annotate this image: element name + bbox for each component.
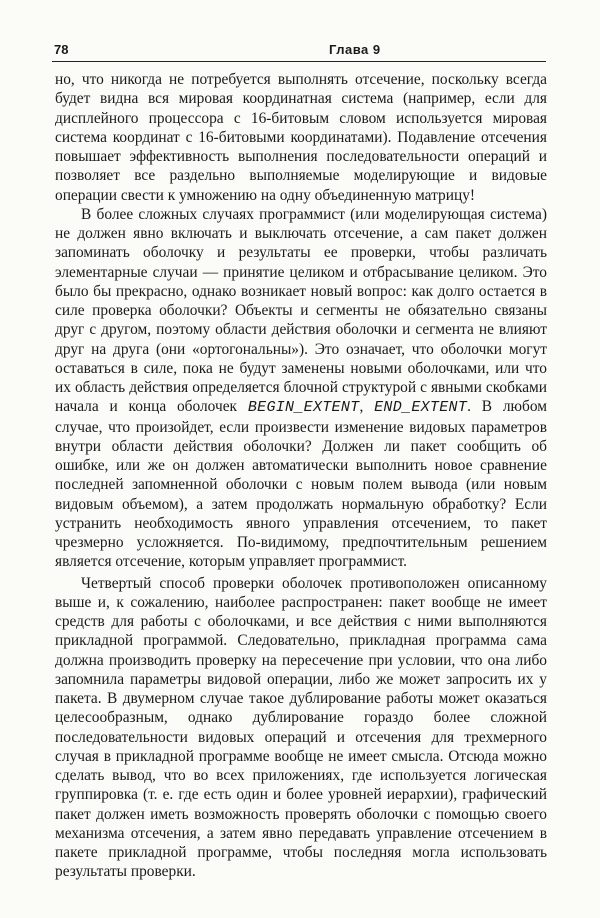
paragraph-2-text-before: В более сложных случаях программист (или моделирующая система) не должен явно включать и выключать отсечение, а сам пакет должен запоминать оболочку и результаты ее проверки, чтобы различать элементарные случаи — принятие целиком и отбрасывание целиком. Это было бы прекрасно, однако возникает новый вопрос: как долго остается в силе проверка оболочки? Объекты и сегменты не обязательно связаны друг с другом, поэтому области действия оболочки и сегмента не влияют друг на друга (они «ортогональны»). Это означает, что оболочки могут оставаться в силе, пока не будут заменены новыми оболочками, или что их область действия определяется блочной структурой с явными скобками начала и конца оболочек <box>55 205 547 416</box>
page-number: 78 <box>54 42 69 57</box>
chapter-title: Глава 9 <box>329 42 381 57</box>
code-separator: , <box>359 398 375 416</box>
page-body <box>55 70 547 882</box>
running-header <box>52 41 546 62</box>
paragraph-3: Четвертый способ проверки оболочек противоположен описанному выше и, к сожалению, наиболее распространен: пакет вообще не имеет средств для работы с оболочками, и все действия с ними выполняются прикладной программой. Следовательно, прикладная программа сама должна производить проверку на пересечение при условии, что она либо запомнила параметры видовой операции, либо же может запросить их у пакета. В двумерном случае такое дублирование работы может оказаться целесообразным, однако дублирование гораздо более сложной последовательности видовых операций и отсечения для трехмерного случая в прикладной программе вообще не имеет смысла. Отсюда можно сделать вывод, что во всех приложениях, где используется логическая группировка (т. е. где есть один и более уровней иерархии), графический пакет должен иметь возможность проверять оболочки с помощью своего механизма отсечения, а затем явно передавать управление отсечением в пакете прикладной программе, чтобы последняя могла использовать результаты проверки. <box>55 574 547 881</box>
paragraph-2-text-after: . В любом случае, что произойдет, если произвести изменение видовых параметров внутри области действия оболочки? Должен ли пакет сообщить об ошибке, или же он должен автоматически выполнить новое сравнение последней запомненной оболочки с новым полем вывода (или новым видовым объемом), а затем продолжать нормальную обработку? Если устранить необходимость явного управления отсечением, то пакет чрезмерно усложняется. По-видимому, предпочтительным решением является отсечение, которым управляет программист. <box>55 398 547 571</box>
paragraph-2 <box>55 205 547 572</box>
code-end-extent: END_EXTENT <box>374 399 468 417</box>
code-begin-extent: BEGIN_EXTENT <box>247 399 360 417</box>
paragraph-1: но, что никогда не потребуется выполнять отсечение, поскольку всегда будет видна вся мировая координатная система (например, если для дисплейного процессора с 16-битовым словом используется мировая система координат с 16-битовыми координатами). Подавление отсечения повышает эффективность выполнения последовательности операций и позволяет все раздельно выполняемые моделирующие и видовые операции свести к умножению на одну объединенную матрицу! <box>55 71 547 204</box>
